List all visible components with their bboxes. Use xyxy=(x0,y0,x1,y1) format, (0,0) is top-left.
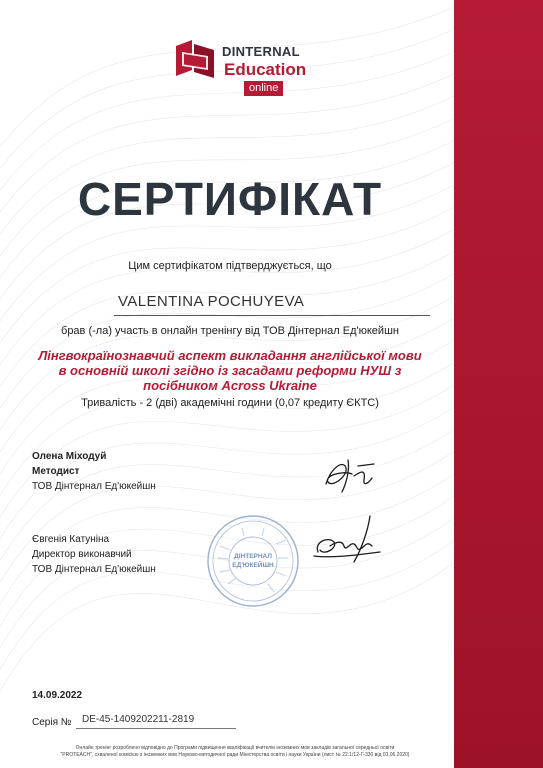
course-title xyxy=(20,348,440,393)
official-stamp-icon xyxy=(206,514,300,608)
footnote-line: "PROTEACH", схваленої комісією з іноземних мов Науково-методичної ради Міністерства освіти і науки України (лист № 22.1/12-Г-330 від 03.06.2020) xyxy=(60,751,410,758)
signatory-role: Методист xyxy=(32,466,80,477)
issue-date: 14.09.2022 xyxy=(32,690,83,701)
signatory-org: ТОВ Дінтернал Ед'юкейшн xyxy=(32,481,156,492)
signatory-role: Директор виконавчий xyxy=(32,549,132,560)
signatory-director xyxy=(32,532,156,577)
course-title-line: Лінгвокраїнознавчий аспект викладання англійської мови xyxy=(38,348,422,363)
certificate-title: СЕРТИФІКАТ xyxy=(77,173,383,225)
footnote xyxy=(30,745,440,758)
course-title-line: в основній школі згідно із засадами реформи НУШ з xyxy=(58,363,402,378)
serial-underline xyxy=(76,728,236,729)
decorative-side-band xyxy=(454,0,543,768)
recipient-name: VALENTINA POCHUYEVA xyxy=(118,293,305,310)
signatory-methodist xyxy=(32,449,156,494)
signature-director-icon xyxy=(310,512,386,570)
duration-text: Тривалість - 2 (дві) академічні години (0,07 кредиту ЄКТС) xyxy=(81,397,379,409)
name-underline xyxy=(114,315,430,316)
stamp-text-line: ЕД'ЮКЕЙШН xyxy=(232,562,274,569)
serial-number: DE-45-1409202211-2819 xyxy=(82,714,195,725)
logo xyxy=(172,22,312,102)
serial-label: Серія № xyxy=(32,717,72,728)
logo-text-online: online xyxy=(244,81,283,96)
confirmation-text: Цим сертифікатом підтверджується, що xyxy=(128,260,332,272)
stamp-text-line: ДІНТЕРНАЛ xyxy=(234,553,272,560)
footnote-line: Онлайн тренінг розроблено відповідно до Програми підвищення кваліфікації вчителів іноземних мов закладів загальної середньої освіти xyxy=(75,745,395,751)
participation-text: брав (-ла) участь в онлайн тренінгу від ТОВ Дінтернал Ед'юкейшн xyxy=(61,325,399,337)
signatory-name: Євгенія Катуніна xyxy=(32,534,110,545)
signatory-org: ТОВ Дінтернал Ед'юкейшн xyxy=(32,564,156,575)
signatory-name: Олена Міходуй xyxy=(32,451,107,462)
book-logo-icon xyxy=(172,40,218,82)
logo-text-dinternal: DINTERNAL xyxy=(222,44,300,59)
course-title-line: посібником Across Ukraine xyxy=(143,378,317,393)
logo-text-education: Education xyxy=(224,60,307,79)
signature-methodist-icon xyxy=(318,454,380,496)
